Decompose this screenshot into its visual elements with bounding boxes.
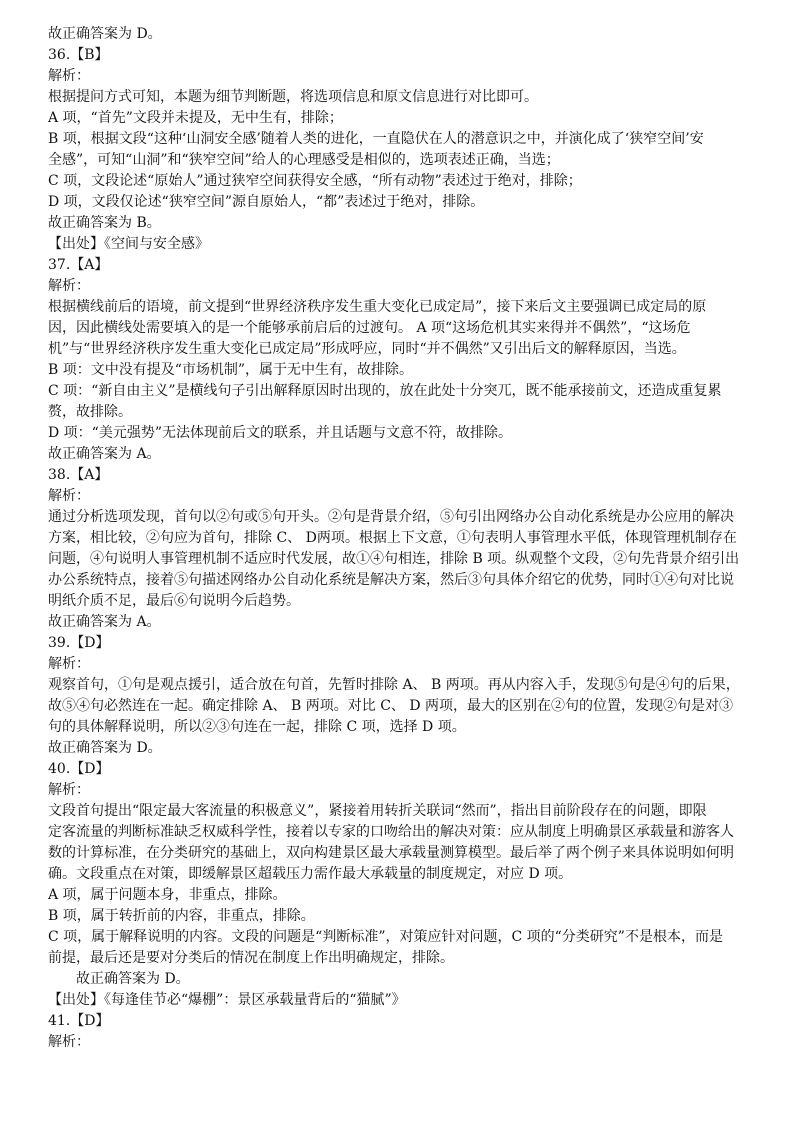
option-d-text: D 项，文段仅论述“狭窄空间”源自原始人，“都”表述过于绝对，排除。 [48, 194, 485, 210]
analysis-text: 根据横线前后的语境，前文提到“世界经济秩序发生重大变化已成定局”，接下来后文主要强调已成定局的原 [48, 299, 707, 315]
option-c-text: 前提，最后还是要对分类后的情况在制度上作出明确规定，排除。 [48, 950, 454, 966]
analysis-text: 明纸介质不足，最后⑥句说明今后趋势。 [48, 593, 300, 609]
option-d-text: D 项：“美元强势”无法体现前后文的联系，并且话题与文意不符，故排除。 [48, 425, 512, 441]
analysis-text: 定客流量的判断标准缺乏权威科学性，接着以专家的口吻给出的解决对策：应从制度上明确景区承载量和游客人 [48, 824, 734, 840]
answer-conclusion: 故正确答案为 A。 [48, 614, 161, 630]
analysis-heading: 解析： [48, 278, 90, 294]
option-a-text: A 项，属于问题本身，非重点，排除。 [48, 887, 287, 903]
option-b-text: B 项，属于转折前的内容，非重点，排除。 [48, 908, 315, 924]
analysis-text: 观察首句，①句是观点援引，适合放在句首，先暂时排除 A、 B 两项。再从内容入手，发现⑤句是④句的后果， [48, 677, 740, 693]
option-c-text: 赘，故排除。 [48, 404, 132, 420]
analysis-heading: 解析： [48, 656, 90, 672]
analysis-text: 因，因此横线处需要填入的是一个能够承前启后的过渡句。 A 项“这场危机其实来得并不偶然”，“这场危 [48, 320, 691, 336]
question-number-37: 37.【A】 [48, 257, 109, 273]
answer-conclusion: 故正确答案为 D。 [48, 740, 162, 756]
question-number-41: 41.【D】 [48, 1013, 110, 1029]
option-b-text: B 项：文中没有提及“市场机制”，属于无中生有，故排除。 [48, 362, 414, 378]
question-number-38: 38.【A】 [48, 467, 109, 483]
analysis-text: 办公系统特点，接着⑤句描述网络办公自动化系统是解决方案，然后③句具体介绍它的优势，同时①④句对比说 [48, 572, 734, 588]
answer-conclusion: 故正确答案为 D。 [48, 26, 162, 42]
analysis-heading: 解析： [48, 488, 90, 504]
question-number-39: 39.【D】 [48, 635, 110, 651]
answer-conclusion: 故正确答案为 D。 [76, 971, 190, 987]
analysis-text: 问题，④句说明人事管理机制不适应时代发展，故①④句相连，排除 B 项。纵观整个文段，②句先背景介绍引出 [48, 551, 740, 567]
answer-conclusion: 故正确答案为 B。 [48, 215, 161, 231]
option-c-text: C 项，文段论述“原始人”通过狭窄空间获得安全感，“所有动物”表述过于绝对，排除； [48, 173, 582, 189]
analysis-text: 文段首句提出“限定最大客流量的积极意义”，紧接着用转折关联词“然而”，指出目前阶段存在的问题，即限 [48, 803, 707, 819]
option-b-text: 全感”，可知“山洞”和“狭窄空间”给人的心理感受是相似的，选项表述正确，当选； [48, 152, 560, 168]
source-reference: 【出处】《空间与安全感》 [48, 236, 209, 252]
option-a-text: A 项，“首先”文段并未提及，无中生有，排除； [48, 110, 343, 126]
analysis-text: 确。文段重点在对策，即缓解景区超载压力需作最大承载量的制度规定，对应 D 项。 [48, 866, 573, 882]
question-number-36: 36.【B】 [48, 47, 109, 63]
option-c-text: C 项：“新自由主义”是横线句子引出解释原因时出现的，放在此处十分突兀，既不能承接前文，还造成重复累 [48, 383, 722, 399]
option-c-text: C 项，属于解释说明的内容。文段的问题是“判断标准”，对策应针对问题，C 项的“分类研究”不是根本，而是 [48, 929, 723, 945]
analysis-heading: 解析： [48, 68, 90, 84]
analysis-heading: 解析： [48, 1034, 90, 1050]
analysis-heading: 解析： [48, 782, 90, 798]
analysis-text: 句的具体解释说明，所以②③句连在一起，排除 C 项，选择 D 项。 [48, 719, 466, 735]
analysis-text: 机”与“世界经济秩序发生重大变化已成定局”形成呼应，同时“并不偶然”又引出后文的解释原因，当选。 [48, 341, 686, 357]
answer-conclusion: 故正确答案为 A。 [48, 446, 161, 462]
analysis-text: 方案，相比较，②句应为首句，排除 C、 D两项。根据上下文意，①句表明人事管理水平低，体现管理机制存在 [48, 530, 737, 546]
question-number-40: 40.【D】 [48, 761, 110, 777]
analysis-text: 通过分析选项发现，首句以②句或⑤句开头。②句是背景介绍，⑤句引出网络办公自动化系统是办公应用的解决 [48, 509, 734, 525]
analysis-text: 故⑤④句必然连在一起。确定排除 A、 B 两项。对比 C、 D 两项，最大的区别在②句的位置，发现②句是对③ [48, 698, 734, 714]
analysis-text: 根据提问方式可知，本题为细节判断题，将选项信息和原文信息进行对比即可。 [48, 89, 538, 105]
analysis-text: 数的计算标准，在分类研究的基础上，双向构建景区最大承载量测算模型。最后举了两个例子来具体说明如何明 [48, 845, 734, 861]
option-b-text: B 项，根据文段“这种‘山洞安全感’随着人类的进化，一直隐伏在人的潜意识之中，并演化成了‘狭窄空间’安 [48, 131, 704, 147]
source-reference: 【出处】《每逢佳节必“爆棚”：景区承载量背后的“猫腻”》 [48, 992, 406, 1008]
